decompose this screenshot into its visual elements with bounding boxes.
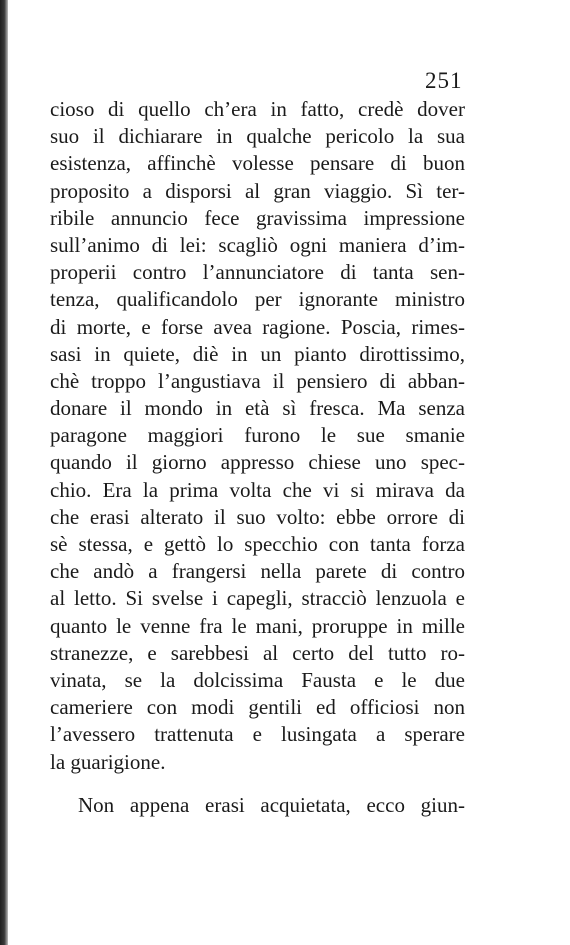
- text-line: vinata, se la dolcissima Fausta e le due: [50, 667, 465, 692]
- text-line: di morte, e forse avea ragione. Poscia, rimes-: [50, 314, 465, 339]
- book-binding-edge: [0, 0, 8, 945]
- text-line: proposito a disporsi al gran viaggio. Sì ter-: [50, 178, 465, 203]
- text-line: chio. Era la prima volta che vi si mirava da: [50, 477, 465, 502]
- text-line: l’avessero trattenuta e lusingata a sperare: [50, 722, 465, 747]
- text-line: che andò a frangersi nella parete di contro: [50, 559, 465, 584]
- text-line: suo il dichiarare in qualche pericolo la sua: [50, 124, 465, 149]
- text-line: sè stessa, e gettò lo specchio con tanta forza: [50, 532, 465, 556]
- text-line: stranezze, e sarebbesi al certo del tutto ro-: [50, 640, 465, 665]
- text-line: cameriere con modi gentili ed officiosi non: [50, 695, 465, 720]
- text-line: tenza, qualificandolo per ignorante ministro: [50, 287, 465, 312]
- text-line: quando il giorno appresso chiese uno spec-: [50, 450, 465, 475]
- text-line: paragone maggiori furono le sue smanie: [50, 423, 465, 448]
- text-line: properii contro l’annunciatore di tanta sen-: [50, 260, 465, 285]
- text-line: donare il mondo in età sì fresca. Ma senza: [50, 396, 465, 421]
- body-text: [50, 96, 465, 819]
- text-line: sasi in quiete, diè in un pianto dirottissimo,: [50, 341, 465, 366]
- text-line: cioso di quello ch’era in fatto, credè dover: [50, 97, 465, 121]
- text-line: esistenza, affinchè volesse pensare di buon: [50, 151, 465, 176]
- text-line: ribile annuncio fece gravissima impressione: [50, 205, 465, 230]
- page-number: 251: [425, 68, 463, 93]
- text-line: la guarigione.: [50, 749, 166, 774]
- text-line: sull’animo di lei: scagliò ogni maniera d’im-: [50, 232, 465, 257]
- text-line: che erasi alterato il suo volto: ebbe orrore di: [50, 504, 465, 529]
- paragraph-start-line: Non appena erasi acquietata, ecco giun-: [78, 792, 465, 817]
- text-line: chè troppo l’angustiava il pensiero di abban-: [50, 368, 465, 393]
- text-line: quanto le venne fra le mani, proruppe in mille: [50, 613, 465, 638]
- text-line: al letto. Si svelse i capegli, stracciò lenzuola e: [50, 586, 465, 611]
